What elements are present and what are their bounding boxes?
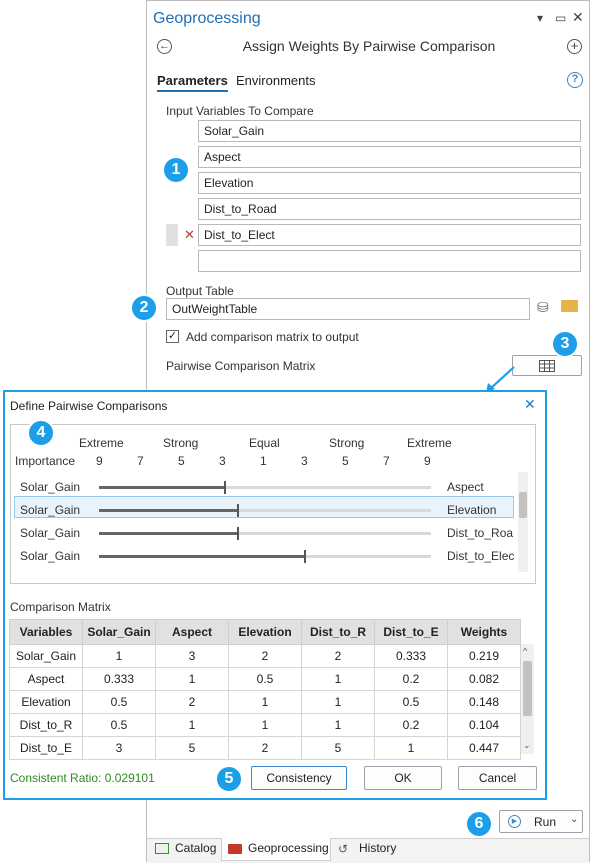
run-label: Run [534, 815, 557, 829]
callout-badge-3: 3 [551, 330, 579, 358]
input-variable-field[interactable]: Dist_to_Elect [198, 224, 581, 246]
matrix-cell[interactable]: 1 [302, 714, 375, 737]
tool-title: Assign Weights By Pairwise Comparison [242, 38, 496, 54]
add-icon[interactable]: + [567, 39, 582, 54]
matrix-cell[interactable]: 0.082 [448, 668, 521, 691]
matrix-cell[interactable]: 0.2 [375, 668, 448, 691]
scrollbar-thumb[interactable] [519, 492, 527, 518]
slider-fill [99, 509, 238, 512]
matrix-cell[interactable]: 2 [229, 645, 302, 668]
ok-button[interactable]: OK [364, 766, 442, 790]
input-variable-field[interactable]: Elevation [198, 172, 581, 194]
callout-badge-2: 2 [130, 294, 158, 322]
matrix-cell[interactable]: 3 [83, 737, 156, 760]
output-table-label: Output Table [166, 284, 234, 298]
toolbox-icon [228, 844, 242, 854]
matrix-header-cell: Weights [448, 620, 521, 645]
scroll-up-icon[interactable]: ^ [523, 646, 528, 656]
matrix-header-cell: Elevation [229, 620, 302, 645]
matrix-row [10, 737, 521, 760]
matrix-cell[interactable]: 0.104 [448, 714, 521, 737]
matrix-cell[interactable]: 0.5 [83, 714, 156, 737]
importance-label: Importance [15, 454, 76, 468]
matrix-cell[interactable]: 0.5 [375, 691, 448, 714]
chevron-down-icon[interactable]: ⌄ [570, 814, 579, 825]
scale-number: 5 [342, 454, 349, 468]
callout-badge-6: 6 [465, 810, 493, 838]
matrix-row [10, 691, 521, 714]
matrix-header-cell: Dist_to_E [375, 620, 448, 645]
matrix-cell[interactable]: 0.148 [448, 691, 521, 714]
slider-left-label: Solar_Gain [20, 480, 81, 494]
table-icon [539, 360, 555, 372]
scale-number: 3 [219, 454, 226, 468]
slider-track[interactable] [99, 532, 431, 535]
history-icon: ↺ [338, 842, 349, 856]
matrix-cell[interactable]: 2 [229, 737, 302, 760]
slider-scrollbar[interactable] [518, 472, 528, 572]
callout-badge-5: 5 [215, 765, 243, 793]
matrix-cell[interactable]: 1 [83, 645, 156, 668]
matrix-cell[interactable]: 1 [229, 691, 302, 714]
tab-geoprocessing[interactable]: Geoprocessing [248, 841, 329, 855]
add-matrix-checkbox[interactable]: ✓ [167, 330, 178, 342]
matrix-header-cell: Aspect [156, 620, 229, 645]
tab-parameters[interactable]: Parameters [157, 73, 228, 92]
slider-track[interactable] [99, 486, 431, 489]
slider-fill [99, 486, 225, 489]
drag-handle[interactable] [166, 224, 178, 246]
slider-right-label: Aspect [447, 480, 484, 494]
pane-menu-icon[interactable]: ▾ [537, 11, 544, 25]
scale-number: 3 [301, 454, 308, 468]
matrix-cell[interactable]: 0.447 [448, 737, 521, 760]
run-button[interactable] [499, 810, 583, 833]
scale-number: 9 [96, 454, 103, 468]
input-variable-field[interactable]: Dist_to_Road [198, 198, 581, 220]
slider-right-label: Dist_to_Roa [447, 526, 514, 540]
matrix-header-cell: Dist_to_R [302, 620, 375, 645]
tab-history[interactable]: History [359, 841, 397, 855]
scale-word: Strong [329, 436, 365, 450]
selected-slider-row[interactable] [14, 496, 514, 518]
matrix-cell[interactable]: 2 [156, 691, 229, 714]
scale-number: 5 [178, 454, 185, 468]
slider-thumb[interactable] [237, 527, 239, 540]
scale-word: Equal [249, 436, 280, 450]
catalog-icon [155, 843, 169, 854]
matrix-row [10, 668, 521, 691]
matrix-row-label: Solar_Gain [10, 645, 83, 668]
slider-fill [99, 555, 305, 558]
scale-number: 7 [137, 454, 144, 468]
dialog-title: Define Pairwise Comparisons [10, 399, 168, 413]
matrix-cell[interactable]: 0.2 [375, 714, 448, 737]
matrix-cell[interactable]: 5 [302, 737, 375, 760]
back-icon[interactable]: ← [159, 40, 170, 52]
matrix-cell[interactable]: 3 [156, 645, 229, 668]
tab-environments[interactable]: Environments [236, 73, 316, 88]
matrix-cell[interactable]: 1 [302, 668, 375, 691]
slider-track[interactable] [99, 509, 431, 512]
cancel-button[interactable]: Cancel [458, 766, 537, 790]
matrix-row [10, 714, 521, 737]
remove-icon[interactable]: ✕ [184, 227, 195, 242]
matrix-row-label: Dist_to_E [10, 737, 83, 760]
callout-badge-4: 4 [27, 419, 55, 447]
consistency-ratio: Consistent Ratio: 0.029101 [10, 771, 155, 785]
output-table-field[interactable]: OutWeightTable [166, 298, 530, 320]
matrix-row-label: Dist_to_R [10, 714, 83, 737]
slider-right-label: Dist_to_Elec [447, 549, 515, 563]
matrix-cell[interactable]: 1 [229, 714, 302, 737]
matrix-row [10, 645, 521, 668]
matrix-scrollbar[interactable] [521, 644, 534, 754]
slider-right-label: Elevation [447, 503, 497, 517]
matrix-cell[interactable]: 1 [302, 691, 375, 714]
open-matrix-button[interactable] [512, 355, 582, 376]
scale-word: Extreme [407, 436, 452, 450]
comparison-matrix [9, 619, 521, 760]
consistency-button[interactable]: Consistency [251, 766, 347, 790]
matrix-cell[interactable]: 0.333 [83, 668, 156, 691]
matrix-cell[interactable]: 2 [302, 645, 375, 668]
slider-fill [99, 532, 238, 535]
add-matrix-checkbox-label: Add comparison matrix to output [186, 330, 359, 344]
scrollbar-thumb[interactable] [523, 661, 532, 716]
scale-number: 7 [383, 454, 390, 468]
maximize-icon[interactable]: ▭ [555, 11, 567, 25]
slider-left-label: Solar_Gain [20, 549, 81, 563]
slider-thumb[interactable] [224, 481, 226, 494]
play-icon: ▶ [508, 815, 521, 828]
matrix-cell[interactable]: 1 [375, 737, 448, 760]
matrix-cell[interactable]: 0.219 [448, 645, 521, 668]
matrix-row-label: Aspect [10, 668, 83, 691]
slider-left-label: Solar_Gain [20, 526, 81, 540]
matrix-row-label: Elevation [10, 691, 83, 714]
slider-thumb[interactable] [237, 504, 239, 517]
scroll-down-icon[interactable]: ⌄ [523, 740, 531, 750]
input-variable-empty-field[interactable] [198, 250, 581, 272]
matrix-cell[interactable]: 5 [156, 737, 229, 760]
close-icon[interactable]: ✕ [572, 9, 584, 25]
slider-thumb[interactable] [304, 550, 306, 563]
pane-title: Geoprocessing [153, 10, 261, 27]
input-variable-field[interactable]: Aspect [198, 146, 581, 168]
scale-number: 1 [260, 454, 267, 468]
dialog-close-icon[interactable]: ✕ [524, 396, 536, 412]
help-icon[interactable]: ? [567, 72, 583, 88]
matrix-cell[interactable]: 0.5 [83, 691, 156, 714]
tab-catalog[interactable]: Catalog [175, 841, 217, 855]
callout-badge-1: 1 [162, 156, 190, 184]
pairwise-matrix-label: Pairwise Comparison Matrix [166, 359, 316, 373]
matrix-cell[interactable]: 1 [156, 714, 229, 737]
matrix-cell[interactable]: 0.333 [375, 645, 448, 668]
matrix-cell[interactable]: 1 [156, 668, 229, 691]
scale-word: Extreme [79, 436, 124, 450]
database-icon[interactable]: ⛁ [537, 299, 549, 315]
input-variable-field[interactable]: Solar_Gain [198, 120, 581, 142]
matrix-cell[interactable]: 0.5 [229, 668, 302, 691]
folder-icon[interactable] [561, 300, 578, 312]
matrix-header-cell: Variables [10, 620, 83, 645]
matrix-header-cell: Solar_Gain [83, 620, 156, 645]
input-variables-label: Input Variables To Compare [166, 104, 314, 118]
scale-number: 9 [424, 454, 431, 468]
comparison-matrix-label: Comparison Matrix [10, 600, 111, 614]
scale-word: Strong [163, 436, 199, 450]
slider-left-label: Solar_Gain [20, 503, 81, 517]
slider-track[interactable] [99, 555, 431, 558]
